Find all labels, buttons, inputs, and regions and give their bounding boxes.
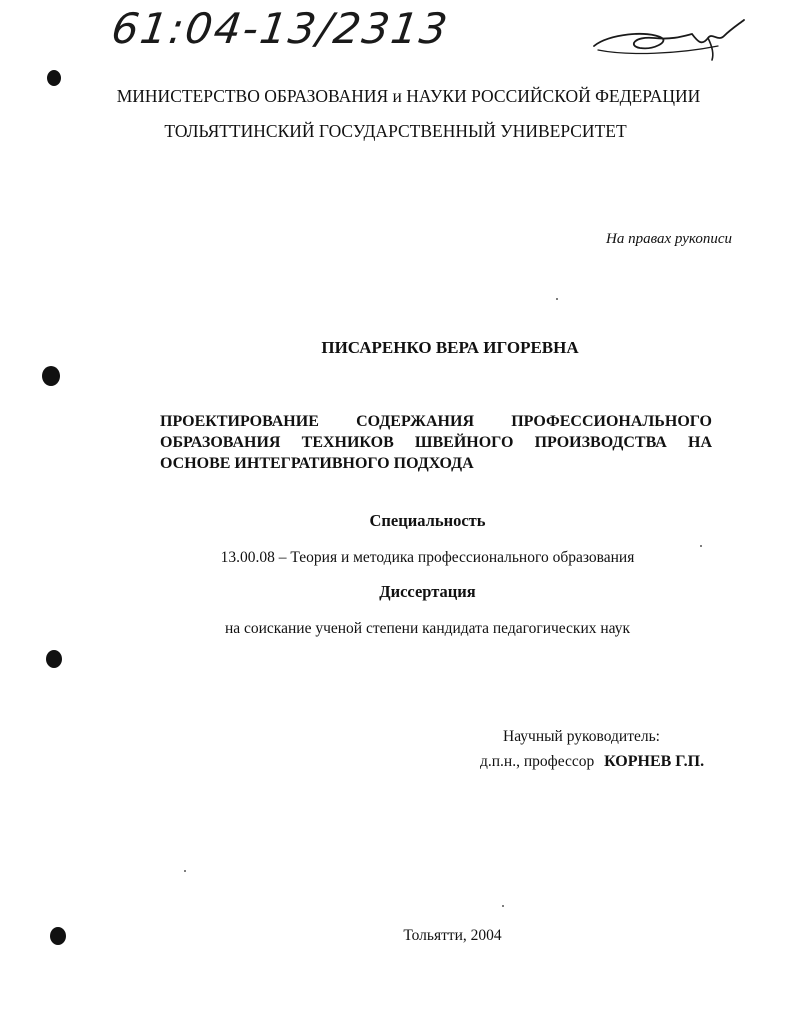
scan-speck [700, 545, 702, 547]
specialty-heading: Специальность [369, 511, 486, 530]
scan-speck [556, 298, 558, 300]
dissertation-purpose: на соискание ученой степени кандидата педагогических наук [224, 620, 631, 637]
handwritten-catalog-code: 61:04-13/2313 [108, 4, 453, 53]
advisor-label: Научный руководитель: [503, 728, 660, 745]
scan-speck [502, 905, 504, 907]
dissertation-title: ПРОЕКТИРОВАНИЕ СОДЕРЖАНИЯ ПРОФЕССИОНАЛЬНОГО ОБРАЗОВАНИЯ ТЕХНИКОВ ШВЕЙНОГО ПРОИЗВОДСТВА НА ОСНОВЕ ИНТЕГРАТИВНОГО ПОДХОДА [160, 413, 712, 472]
university-name: ТОЛЬЯТТИНСКИЙ ГОСУДАРСТВЕННЫЙ УНИВЕРСИТЕТ [164, 121, 627, 141]
place-and-year: Тольятти, 2004 [403, 927, 502, 944]
dissertation-heading: Диссертация [379, 582, 476, 601]
advisor-name: КОРНЕВ Г.П. [604, 753, 705, 770]
author-name: ПИСАРЕНКО ВЕРА ИГОРЕВНА [321, 338, 579, 357]
binder-hole [46, 650, 62, 668]
specialty-value: 13.00.08 – Теория и методика профессионального образования [220, 549, 635, 566]
binder-hole [47, 70, 61, 86]
manuscript-note: На правах рукописи [606, 231, 732, 247]
signature-mark [588, 16, 748, 62]
scan-speck [184, 870, 186, 872]
ministry-name: МИНИСТЕРСТВО ОБРАЗОВАНИЯ и НАУКИ РОССИЙСКОЙ ФЕДЕРАЦИИ [116, 86, 701, 106]
advisor-line [480, 753, 704, 771]
binder-hole [42, 366, 60, 386]
advisor-credentials: д.п.н., профессор [480, 753, 595, 770]
